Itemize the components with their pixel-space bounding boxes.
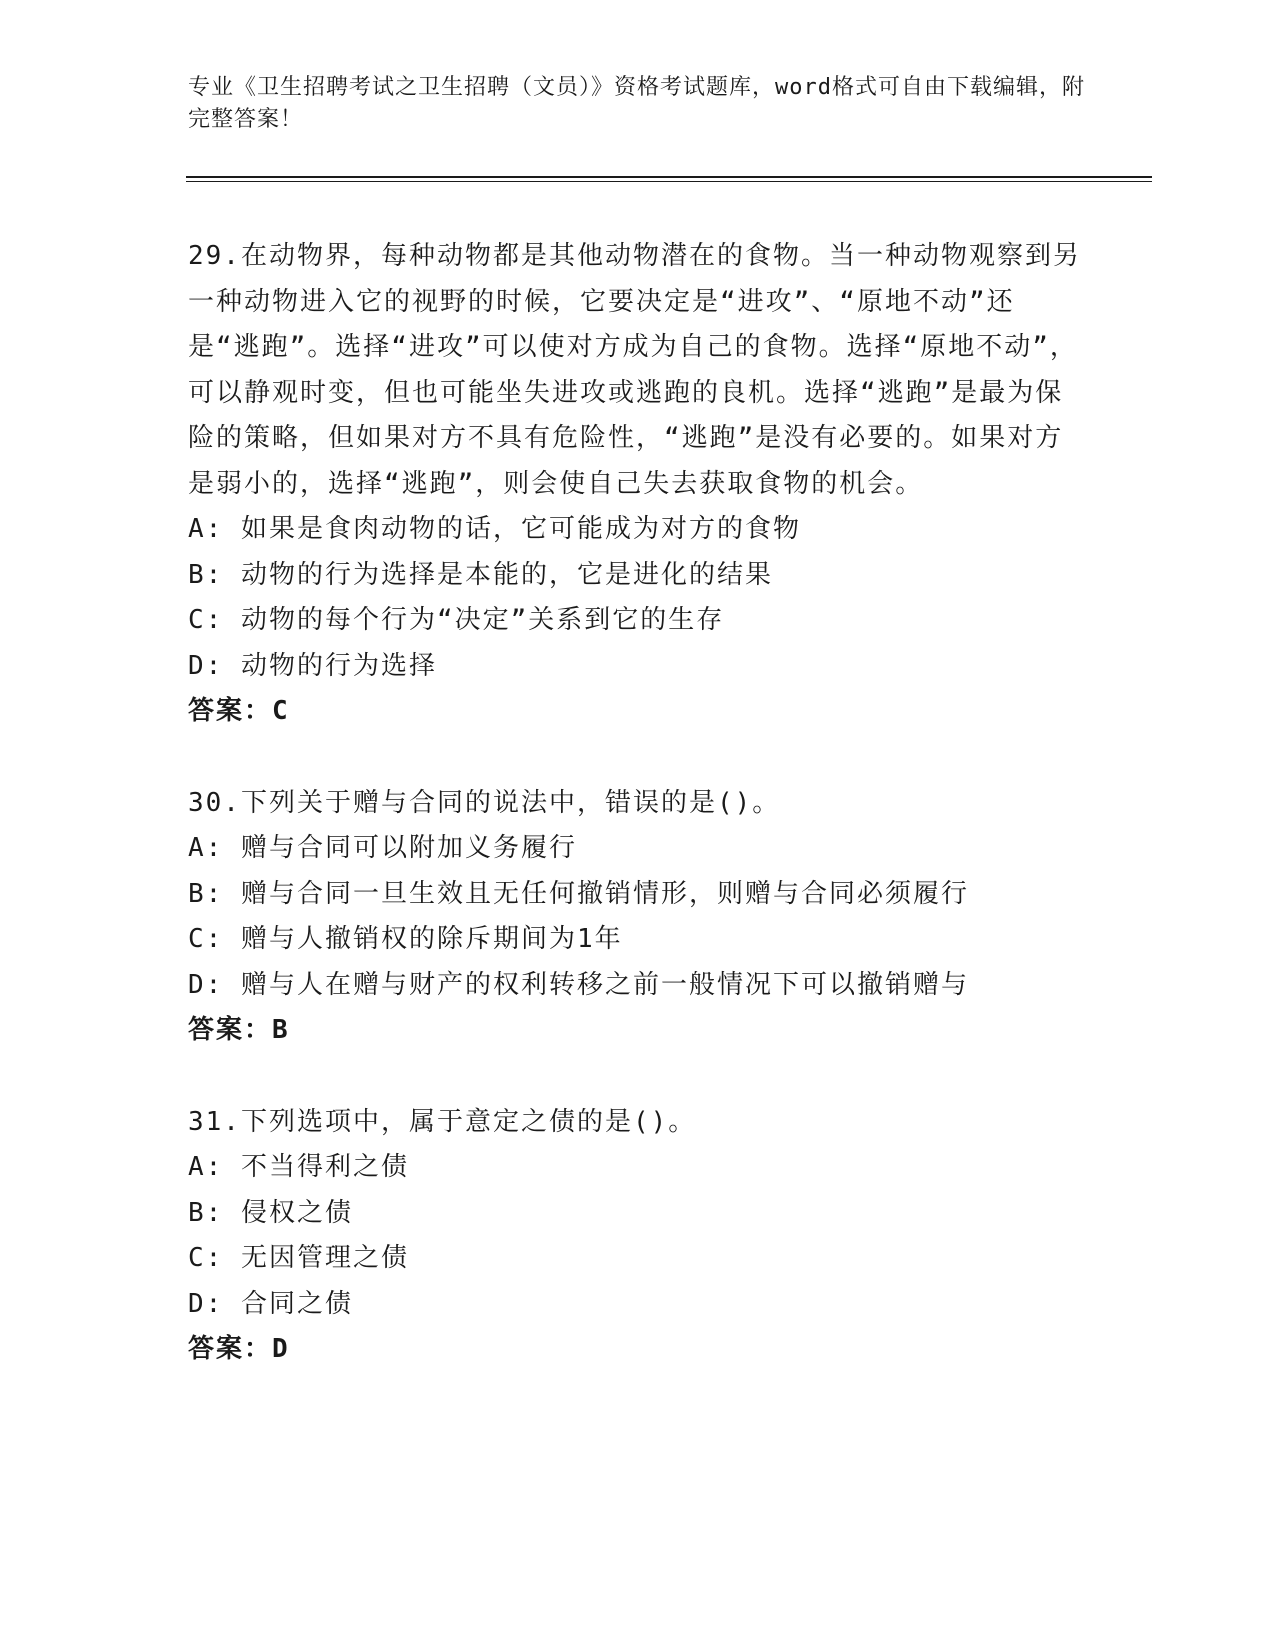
question-stem: 29.在动物界，每种动物都是其他动物潜在的食物。当一种动物观察到另一种动物进入它的视野的时候，它要决定是“进攻”、“原地不动”还是“逃跑”。选择“进攻”可以使对方成为自己的食物。选择“原地不动”，可以静观时变，但也可能坐失进攻或逃跑的良机。选择“逃跑”是最为保险的策略，但如果对方不具有危险性，“逃跑”是没有必要的。如果对方是弱小的，选择“逃跑”，则会使自己失去获取食物的机会。 [188, 241, 1081, 499]
option-d: D: 合同之债 [188, 1288, 353, 1319]
option-a: A: 赠与合同可以附加义务履行 [188, 833, 577, 863]
option-b: B: 赠与合同一旦生效且无任何撤销情形，则赠与合同必须履行 [188, 878, 969, 909]
option-a: A: 不当得利之债 [188, 1152, 409, 1182]
option-b: B: 动物的行为选择是本能的，它是进化的结果 [188, 559, 773, 590]
option-d: D: 赠与人在赠与财产的权利转移之前一般情况下可以撤销赠与 [188, 969, 969, 1000]
answer: 答案：B [188, 1015, 290, 1045]
answer: 答案：D [188, 1334, 290, 1364]
option-b: B: 侵权之债 [188, 1197, 353, 1228]
question-31 [188, 1100, 1088, 1373]
option-c: C: 无因管理之债 [188, 1243, 409, 1273]
question-stem: 31.下列选项中，属于意定之债的是()。 [188, 1106, 697, 1137]
document-header: 专业《卫生招聘考试之卫生招聘（文员）》资格考试题库，word格式可自由下载编辑，附完整答案！ [188, 75, 1085, 132]
option-c: C: 赠与人撤销权的除斥期间为1年 [188, 924, 623, 954]
question-stem: 30.下列关于赠与合同的说法中，错误的是()。 [188, 787, 781, 818]
question-30 [188, 781, 1088, 1054]
option-a: A: 如果是食肉动物的话，它可能成为对方的食物 [188, 514, 801, 544]
question-list [188, 234, 1088, 1419]
answer: 答案：C [188, 696, 290, 726]
option-d: D: 动物的行为选择 [188, 650, 437, 681]
header-divider [186, 176, 1152, 182]
question-29 [188, 234, 1088, 735]
option-c: C: 动物的每个行为“决定”关系到它的生存 [188, 605, 725, 635]
